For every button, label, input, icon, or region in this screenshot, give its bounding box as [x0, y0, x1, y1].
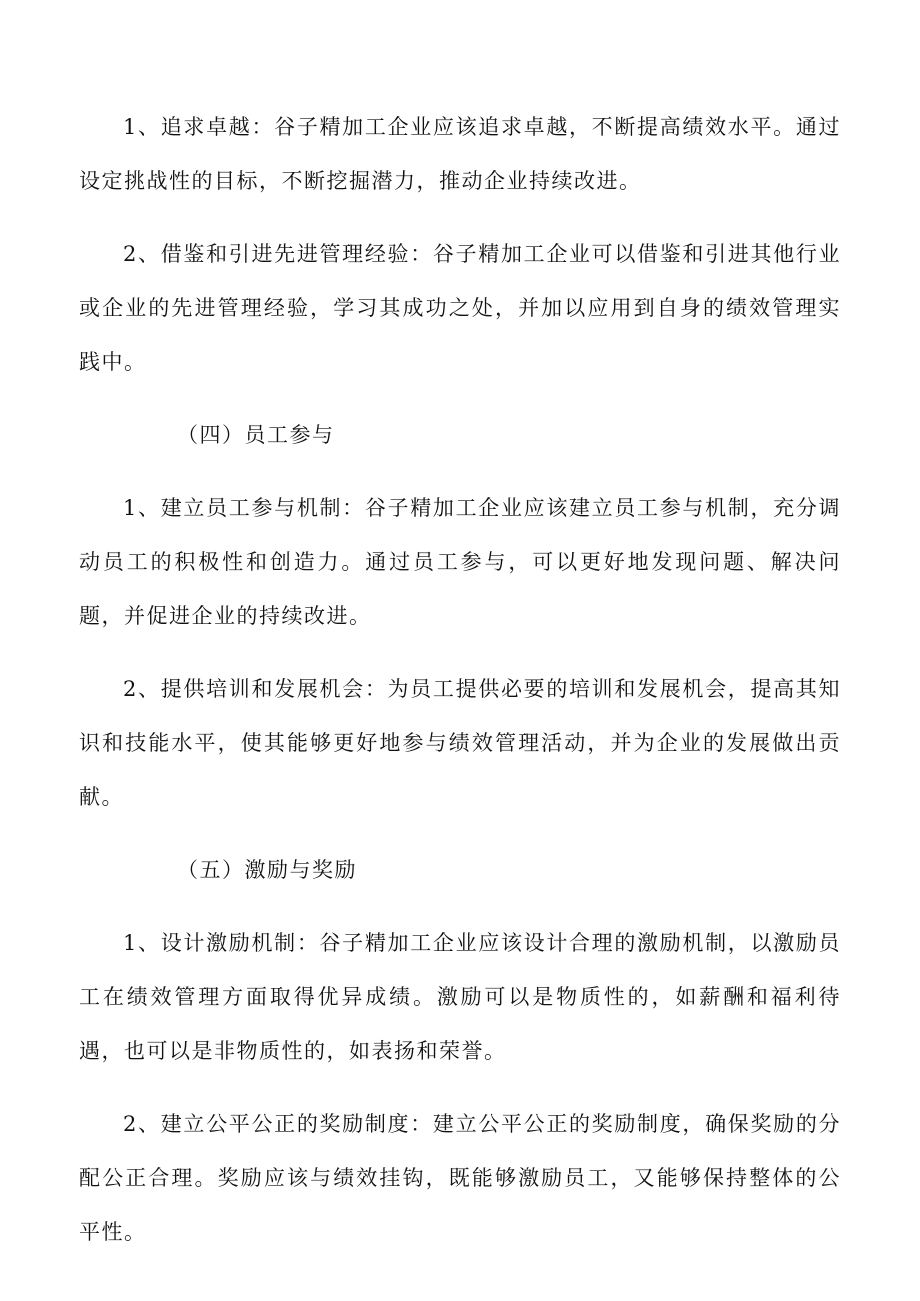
section-heading-incentives-rewards: （五）激励与奖励 — [177, 858, 357, 882]
paragraph-incentive-mechanism: 1、设计激励机制：谷子精加工企业应该设计合理的激励机制，以激励员工在绩效管理方面取得优异成绩。激励可以是物质性的，如薪酬和福利待遇，也可以是非物质性的，如表扬和荣誉。 — [79, 931, 841, 1063]
paragraph-pursue-excellence: 1、追求卓越：谷子精加工企业应该追求卓越，不断提高绩效水平。通过设定挑战性的目标，不断挖掘潜力，推动企业持续改进。 — [79, 115, 841, 193]
paragraph-fair-reward-system: 2、建立公平公正的奖励制度：建立公平公正的奖励制度，确保奖励的分配公正合理。奖励应该与绩效挂钩，既能够激励员工，又能够保持整体的公平性。 — [79, 1112, 841, 1244]
document-page — [79, 100, 841, 1259]
paragraph-learn-management-experience: 2、借鉴和引进先进管理经验：谷子精加工企业可以借鉴和引进其他行业或企业的先进管理经验，学习其成功之处，并加以应用到自身的绩效管理实践中。 — [79, 242, 841, 374]
paragraph-training-development: 2、提供培训和发展机会：为员工提供必要的培训和发展机会，提高其知识和技能水平，使其能够更好地参与绩效管理活动，并为企业的发展做出贡献。 — [79, 677, 841, 809]
paragraph-participation-mechanism: 1、建立员工参与机制：谷子精加工企业应该建立员工参与机制，充分调动员工的积极性和创造力。通过员工参与，可以更好地发现问题、解决问题，并促进企业的持续改进。 — [79, 496, 841, 628]
section-heading-employee-participation: （四）员工参与 — [177, 423, 335, 447]
